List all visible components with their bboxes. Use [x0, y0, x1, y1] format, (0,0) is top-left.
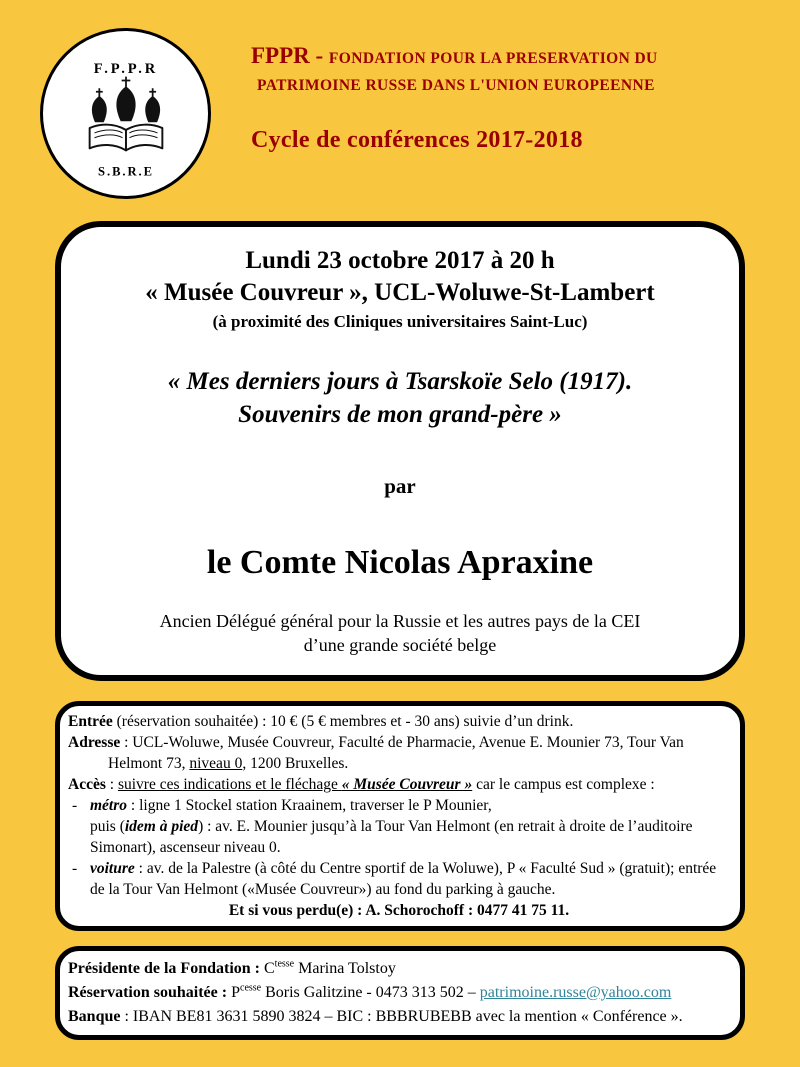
talk-title-line1: « Mes derniers jours à Tsarskoïe Selo (1917).	[167, 368, 633, 395]
reservation-initial: P	[227, 984, 240, 1001]
metro-line2	[90, 816, 730, 858]
metro-bullet-dash: -	[72, 797, 78, 814]
adresse-niveau-underline: niveau 0	[189, 755, 243, 772]
speaker-name: le Comte Nicolas Apraxine	[206, 544, 594, 581]
org-abbr: FPPR -	[251, 43, 329, 68]
entree-line	[68, 711, 730, 732]
event-venue: « Musée Couvreur », UCL-Woluwe-St-Lambert	[145, 279, 655, 306]
org-name-line2: PATRIMOINE RUSSE DANS L'UNION EUROPEENNE	[257, 77, 655, 94]
event-box	[55, 221, 745, 681]
presidente-name: Marina Tolstoy	[294, 960, 396, 977]
footer-box	[55, 946, 745, 1040]
acces-line	[68, 774, 730, 795]
acces-text: car le campus est complexe :	[472, 776, 655, 793]
voiture-bullet-dash: -	[72, 860, 78, 877]
reservation-text: Boris Galitzine - 0473 313 502 –	[261, 984, 480, 1001]
email-link[interactable]: patrimoine.russe@yahoo.com	[479, 984, 672, 1001]
fppr-logo-graphic	[46, 34, 206, 194]
logo-bottom-text: S.B.R.E	[97, 164, 154, 179]
series-title: Cycle de conférences 2017-2018	[251, 127, 583, 153]
lost-contact-line: Et si vous perdu(e) : A. Schorochoff : 0477 41 75 11.	[228, 902, 570, 919]
adresse-line	[68, 732, 730, 774]
voiture-body	[90, 858, 730, 900]
par-label: par	[384, 474, 416, 498]
adresse-text1: : UCL-Woluwe, Musée Couvreur, Faculté de Pharmacie, Avenue E. Mounier 73, Tour Van Helmont 73,	[108, 734, 684, 772]
acces-separator: :	[105, 776, 118, 793]
entree-label: Entrée	[68, 713, 113, 730]
presidente-label: Présidente de la Fondation :	[68, 960, 260, 977]
voiture-line	[90, 858, 730, 900]
acces-underlined-text: suivre ces indications et le fléchage	[117, 776, 342, 793]
adresse-label: Adresse	[68, 734, 121, 751]
metro-line1	[90, 795, 730, 816]
fppr-logo	[40, 28, 211, 199]
org-name-line1: FONDATION POUR LA PRESERVATION DU	[328, 50, 658, 67]
presidente-title-superscript: tesse	[274, 958, 295, 970]
speaker-description-line2: d’une grande société belge	[303, 635, 497, 655]
metro-text2b: ) : av. E. Mounier jusqu’à la Tour Van Helmont (en retrait à droite de l’auditoire Simonart), ascenseur niveau 0.	[90, 818, 693, 856]
header-text	[251, 28, 658, 154]
org-name	[251, 42, 658, 99]
reservation-title-superscript: cesse	[240, 982, 262, 994]
metro-idem-a-pied: idem à pied	[124, 818, 199, 835]
metro-body	[90, 795, 730, 858]
voiture-item	[68, 858, 730, 900]
adresse-text2: , 1200 Bruxelles.	[242, 755, 349, 772]
acces-label: Accès	[68, 776, 106, 793]
reservation-line	[68, 981, 730, 1005]
metro-label: métro	[90, 797, 128, 814]
talk-title-line2: Souvenirs de mon grand-père »	[238, 401, 562, 428]
info-box	[55, 701, 745, 931]
presidente-initial: C	[260, 960, 275, 977]
reservation-label: Réservation souhaitée :	[68, 984, 228, 1001]
entree-text: (réservation souhaitée) : 10 € (5 € membres et - 30 ans) suivie d’un drink.	[112, 713, 574, 730]
logo-top-text: F.P.P.R	[93, 60, 158, 77]
header	[0, 0, 800, 199]
speaker-description-line1: Ancien Délégué général pour la Russie et les autres pays de la CEI	[159, 611, 641, 631]
acces-musee-couvreur: « Musée Couvreur »	[341, 776, 473, 793]
presidente-line	[68, 957, 730, 981]
metro-item	[68, 795, 730, 858]
event-date: Lundi 23 octobre 2017 à 20 h	[245, 247, 555, 274]
voiture-text: : av. de la Palestre (à côté du Centre sportif de la Woluwe), P « Faculté Sud » (gratuit); entrée de la Tour Van Helmont («Musée Couvreur») au fond du parking à gauche.	[90, 860, 717, 898]
open-book-icon	[89, 124, 162, 150]
voiture-label: voiture	[90, 860, 135, 877]
banque-label: Banque	[68, 1008, 121, 1025]
metro-text2a: puis (	[90, 818, 125, 835]
event-proximity: (à proximité des Cliniques universitaires Saint-Luc)	[212, 312, 588, 331]
banque-line	[68, 1005, 730, 1029]
metro-text1: : ligne 1 Stockel station Kraainem, traverser le P Mounier,	[127, 797, 492, 814]
banque-text: : IBAN BE81 3631 5890 3824 – BIC : BBBRUBEBB avec la mention « Conférence ».	[120, 1008, 683, 1025]
